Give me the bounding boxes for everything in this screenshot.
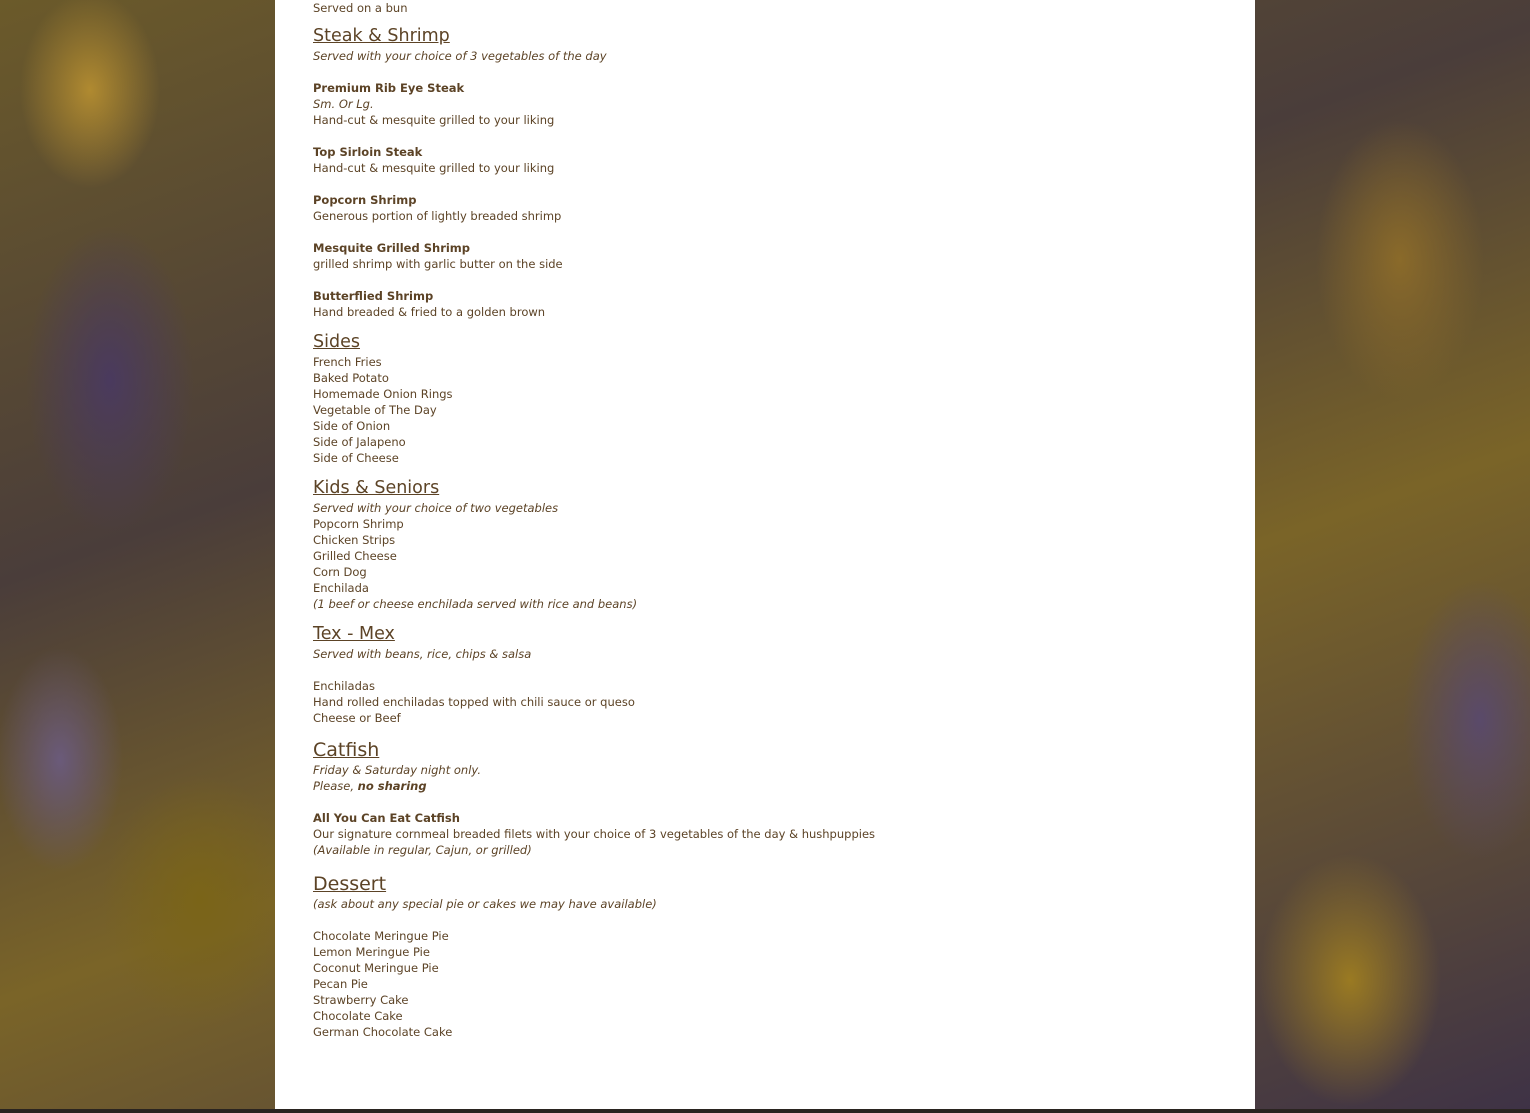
section-note: Served with your choice of two vegetables: [313, 501, 559, 515]
list-item: Baked Potato: [313, 371, 389, 385]
menu-item-options: Cheese or Beef: [313, 711, 401, 725]
section-heading-tex-mex: Tex - Mex: [313, 624, 395, 644]
section-note-sharing: [313, 778, 1213, 794]
section-note: Served with beans, rice, chips & salsa: [313, 647, 532, 661]
menu-item-desc: Generous portion of lightly breaded shrimp: [313, 209, 562, 223]
list-item: Chocolate Meringue Pie: [313, 929, 449, 943]
menu-panel: [275, 0, 1255, 1109]
section-note: Served with your choice of 3 vegetables of the day: [313, 49, 607, 63]
section-note: Friday & Saturday night only.: [313, 763, 481, 777]
menu-item-desc: Our signature cornmeal breaded filets with your choice of 3 vegetables of the day & hushpuppies: [313, 827, 876, 841]
list-item: Side of Jalapeno: [313, 435, 406, 449]
list-item: Side of Onion: [313, 419, 391, 433]
list-item: Grilled Cheese: [313, 549, 397, 563]
section-heading-catfish: Catfish: [313, 739, 380, 761]
list-item: Side of Cheese: [313, 451, 399, 465]
list-item: Vegetable of The Day: [313, 403, 437, 417]
menu-item-size: Sm. Or Lg.: [313, 97, 374, 111]
menu-item-desc: Hand-cut & mesquite grilled to your liking: [313, 161, 555, 175]
list-item: Chicken Strips: [313, 533, 396, 547]
section-heading-dessert: Dessert: [313, 873, 387, 895]
menu-item-name: Mesquite Grilled Shrimp: [313, 241, 471, 255]
menu-item-name: Enchiladas: [313, 679, 375, 693]
menu-item-name: All You Can Eat Catfish: [313, 811, 460, 825]
menu-item-name: Top Sirloin Steak: [313, 145, 423, 159]
bun-note: Served on a bun: [313, 1, 408, 15]
sharing-prefix: Please,: [313, 779, 358, 793]
list-item: Strawberry Cake: [313, 993, 409, 1007]
section-note: (ask about any special pie or cakes we may have available): [313, 897, 657, 911]
section-heading-steak-shrimp: Steak & Shrimp: [313, 26, 450, 46]
bottom-bar: [0, 1109, 1530, 1113]
list-item: German Chocolate Cake: [313, 1025, 453, 1039]
list-item: Enchilada: [313, 581, 369, 595]
menu-item-name: Butterflied Shrimp: [313, 289, 434, 303]
list-item: Popcorn Shrimp: [313, 517, 404, 531]
menu-item-desc: Hand rolled enchiladas topped with chili sauce or queso: [313, 695, 635, 709]
menu-content: [313, 0, 1213, 1040]
menu-item-name: Popcorn Shrimp: [313, 193, 417, 207]
list-item: Homemade Onion Rings: [313, 387, 453, 401]
section-footnote: (1 beef or cheese enchilada served with rice and beans): [313, 597, 638, 611]
menu-item-options: (Available in regular, Cajun, or grilled): [313, 843, 532, 857]
menu-item-desc: Hand-cut & mesquite grilled to your liking: [313, 113, 555, 127]
list-item: Coconut Meringue Pie: [313, 961, 439, 975]
menu-item-desc: grilled shrimp with garlic butter on the side: [313, 257, 563, 271]
section-heading-kids-seniors: Kids & Seniors: [313, 478, 440, 498]
list-item: Lemon Meringue Pie: [313, 945, 430, 959]
menu-item-name: Premium Rib Eye Steak: [313, 81, 465, 95]
list-item: Chocolate Cake: [313, 1009, 403, 1023]
sharing-emphasis: no sharing: [357, 779, 427, 793]
list-item: French Fries: [313, 355, 382, 369]
section-heading-sides: Sides: [313, 332, 360, 352]
list-item: Corn Dog: [313, 565, 367, 579]
list-item: Pecan Pie: [313, 977, 368, 991]
menu-item-desc: Hand breaded & fried to a golden brown: [313, 305, 546, 319]
